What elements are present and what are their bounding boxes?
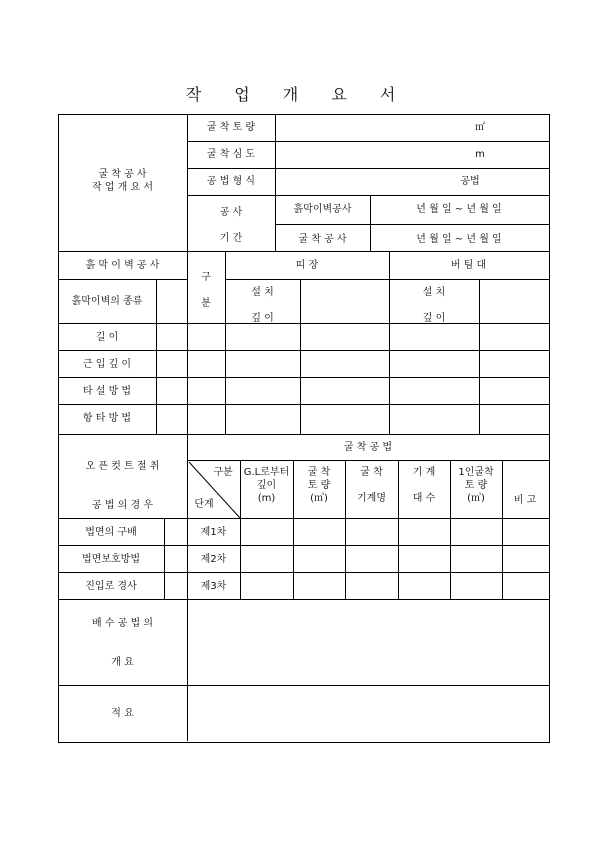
remarks-label: 적 요 [111,708,134,719]
period-excavation-value[interactable]: 년 월 일 ~ 년 월 일 [416,234,502,245]
sec2-heading: 흙 막 이 벽 공 사 [85,260,160,271]
diag-gubun-label: 구분 [213,467,233,478]
stage-1-label: 제1차 [200,527,227,538]
earth-wall-type-label: 흙막이벽의 종류 [71,296,143,307]
excavation-volume-unit[interactable]: ㎡ [475,122,485,133]
slope-gradient-label: 법면의 구배 [85,527,137,538]
diag-stage-label: 단계 [194,499,214,510]
stage-3-label: 제3차 [200,581,227,592]
period-earth-retaining-value[interactable]: 년 월 일 ~ 년 월 일 [416,204,502,215]
gubun-label: 구 분 [201,272,211,309]
col-gl-depth: G.L로부터 깊이 (m) [243,467,290,504]
period-excavation-label: 굴 착 공 사 [298,234,347,245]
pile-driving-method-label: 항 타 방 법 [82,413,132,424]
method-type-label: 공 법 형 식 [206,176,256,187]
beotim-install-depth: 설 치 깊 이 [422,287,446,324]
sec3-heading: 오 픈 컷 트 절 취 공 법 의 경 우 [85,461,160,511]
col-machine-count: 기 계 대 수 [412,467,436,504]
drainage-method-summary-label: 배 수 공 법 의 개 요 [91,618,153,668]
tti-install-depth: 설 치 깊 이 [251,287,274,324]
col-per-person-volume: 1인굴착 토 량 (㎥) [458,467,494,504]
excavation-method-header: 굴 착 공 법 [343,442,393,453]
placement-method-label: 타 설 방 법 [82,386,132,397]
period-earth-retaining-label: 흙막이벽공사 [293,204,352,215]
access-road-slope-label: 진입로 경사 [85,581,137,592]
stage-2-label: 제2차 [200,554,227,565]
tti-header: 띠 장 [295,260,319,271]
method-type-value[interactable]: 공법 [460,176,480,187]
document-title: 작 업 개 요 서 [185,85,410,104]
length-label: 길 이 [95,332,119,343]
drainage-method-summary-field[interactable] [188,600,548,685]
slope-protection-label: 법면보호방법 [82,554,140,565]
remarks-field[interactable] [188,686,548,741]
sec1-heading: 굴 착 공 사 작 업 개 요 서 [91,169,153,193]
construction-period-label: 공 사 기 간 [219,207,243,244]
col-remarks: 비 고 [513,495,537,506]
excavation-depth-label: 굴 착 심 도 [206,149,256,160]
col-machine-name: 굴 착 기계명 [357,467,386,504]
excavation-depth-unit[interactable]: m [475,149,485,160]
beotim-header: 버 팀 대 [450,260,487,271]
embed-depth-label: 근 입 깊 이 [82,359,132,370]
excavation-volume-label: 굴 착 토 량 [206,122,256,133]
col-excavation-volume: 굴 착 토 량 (㎥) [307,467,331,504]
